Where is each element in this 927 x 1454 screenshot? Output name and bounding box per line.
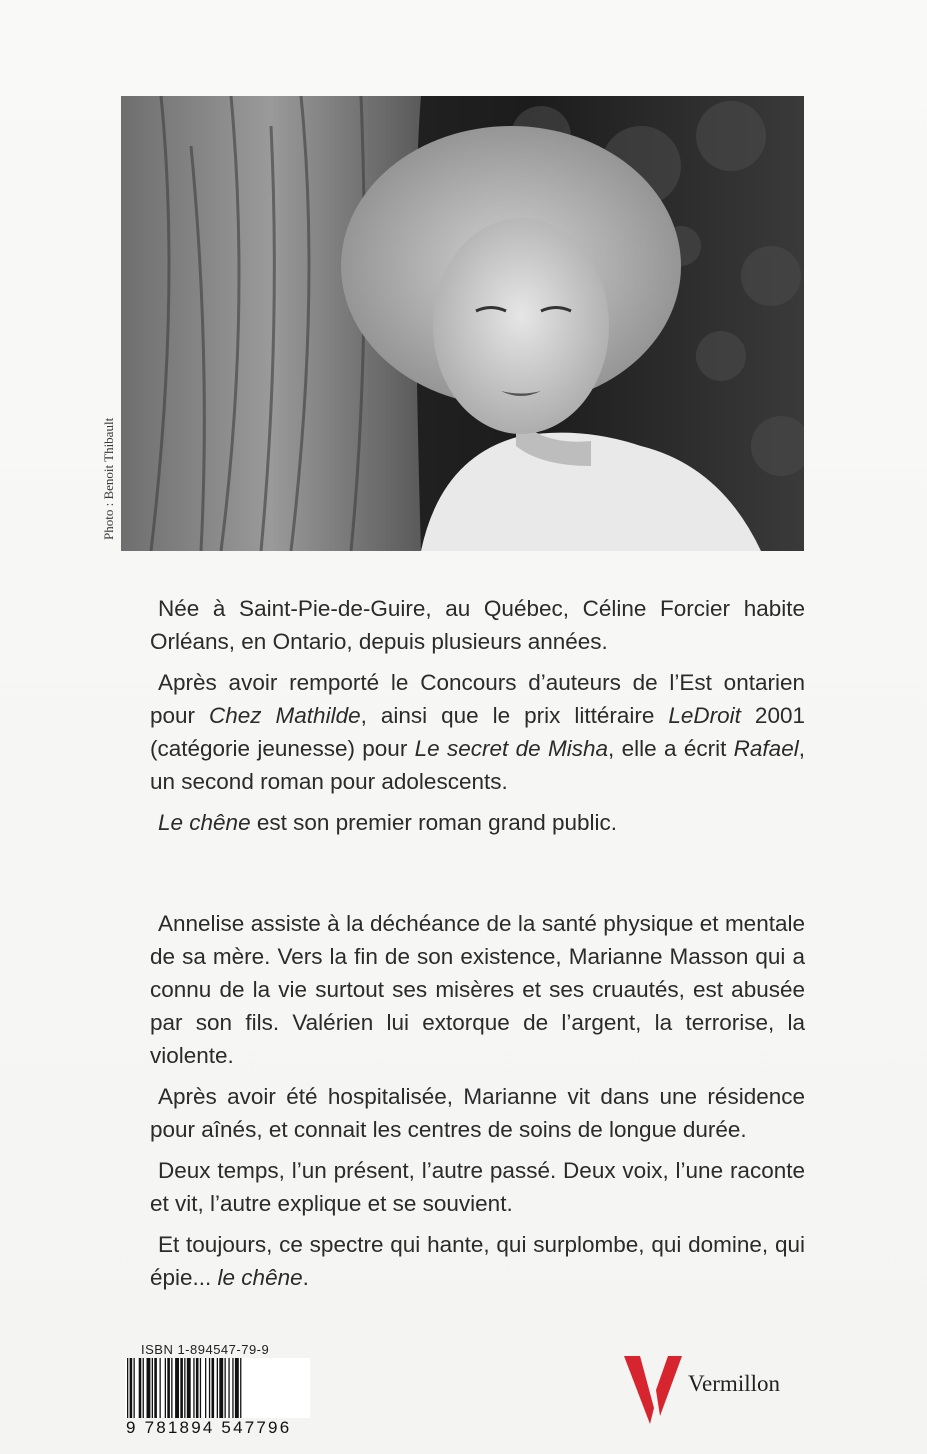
author-bio [150, 592, 805, 847]
summary-paragraph-1: Annelise assiste à la déchéance de la santé physique et mentale de sa mère. Vers la fin de son existence, Marianne Masson qui a connu de la vie surtout ses misères et ses cruautés, est abusée par son fils. Valérien lui extorque de l’argent, la terrorise, la violente. [150, 911, 805, 1068]
summary-paragraph-3: Deux temps, l’un présent, l’autre passé. Deux voix, l’une raconte et vit, l’autre explique et se souvient. [150, 1158, 805, 1216]
book-title-le-chene: le chêne [217, 1265, 303, 1290]
summary-paragraph-2: Après avoir été hospitalisée, Marianne vit dans une résidence pour aînés, et connait les centres de soins de longue durée. [150, 1084, 805, 1142]
vermillon-logo-icon [620, 1350, 685, 1430]
barcode-number: 9 781894 547796 [126, 1418, 292, 1437]
bio-paragraph-3 [150, 806, 805, 839]
bio-paragraph-2 [150, 666, 805, 798]
bio-text: 2001 (catégorie jeunesse) pour [150, 703, 805, 761]
bio-text: , ainsi que le prix littéraire [360, 703, 669, 728]
prize-name-ledroit: LeDroit [668, 703, 741, 728]
author-photo-image [121, 96, 804, 551]
summary-text: Et toujours, ce spectre qui hante, qui surplombe, qui domine, qui épie... [150, 1232, 805, 1290]
photo-credit: Photo : Benoit Thibault [101, 417, 116, 540]
summary-text: . [302, 1265, 309, 1290]
publisher-name: Vermillon [688, 1371, 780, 1396]
bio-text: , elle a écrit [608, 736, 734, 761]
isbn-label: ISBN 1-894547-79-9 [141, 1342, 270, 1357]
bio-text: Après avoir remporté le Concours d’auteurs de l’Est ontarien pour [150, 670, 805, 728]
barcode-icon [125, 1358, 310, 1418]
bio-text: est son premier roman grand public. [250, 810, 618, 835]
bio-text: , un second roman pour adolescents. [150, 736, 805, 794]
book-title-rafael: Rafael [733, 736, 799, 761]
book-summary [150, 907, 805, 1302]
book-title-chez-mathilde: Chez Mathilde [209, 703, 361, 728]
book-title-le-chene: Le chêne [158, 810, 251, 835]
bio-paragraph-1: Née à Saint-Pie-de-Guire, au Québec, Céline Forcier habite Orléans, en Ontario, depuis plusieurs années. [150, 596, 805, 654]
author-photo [121, 96, 804, 551]
summary-paragraph-4 [150, 1228, 805, 1294]
book-title-le-secret-de-misha: Le secret de Misha [414, 736, 609, 761]
